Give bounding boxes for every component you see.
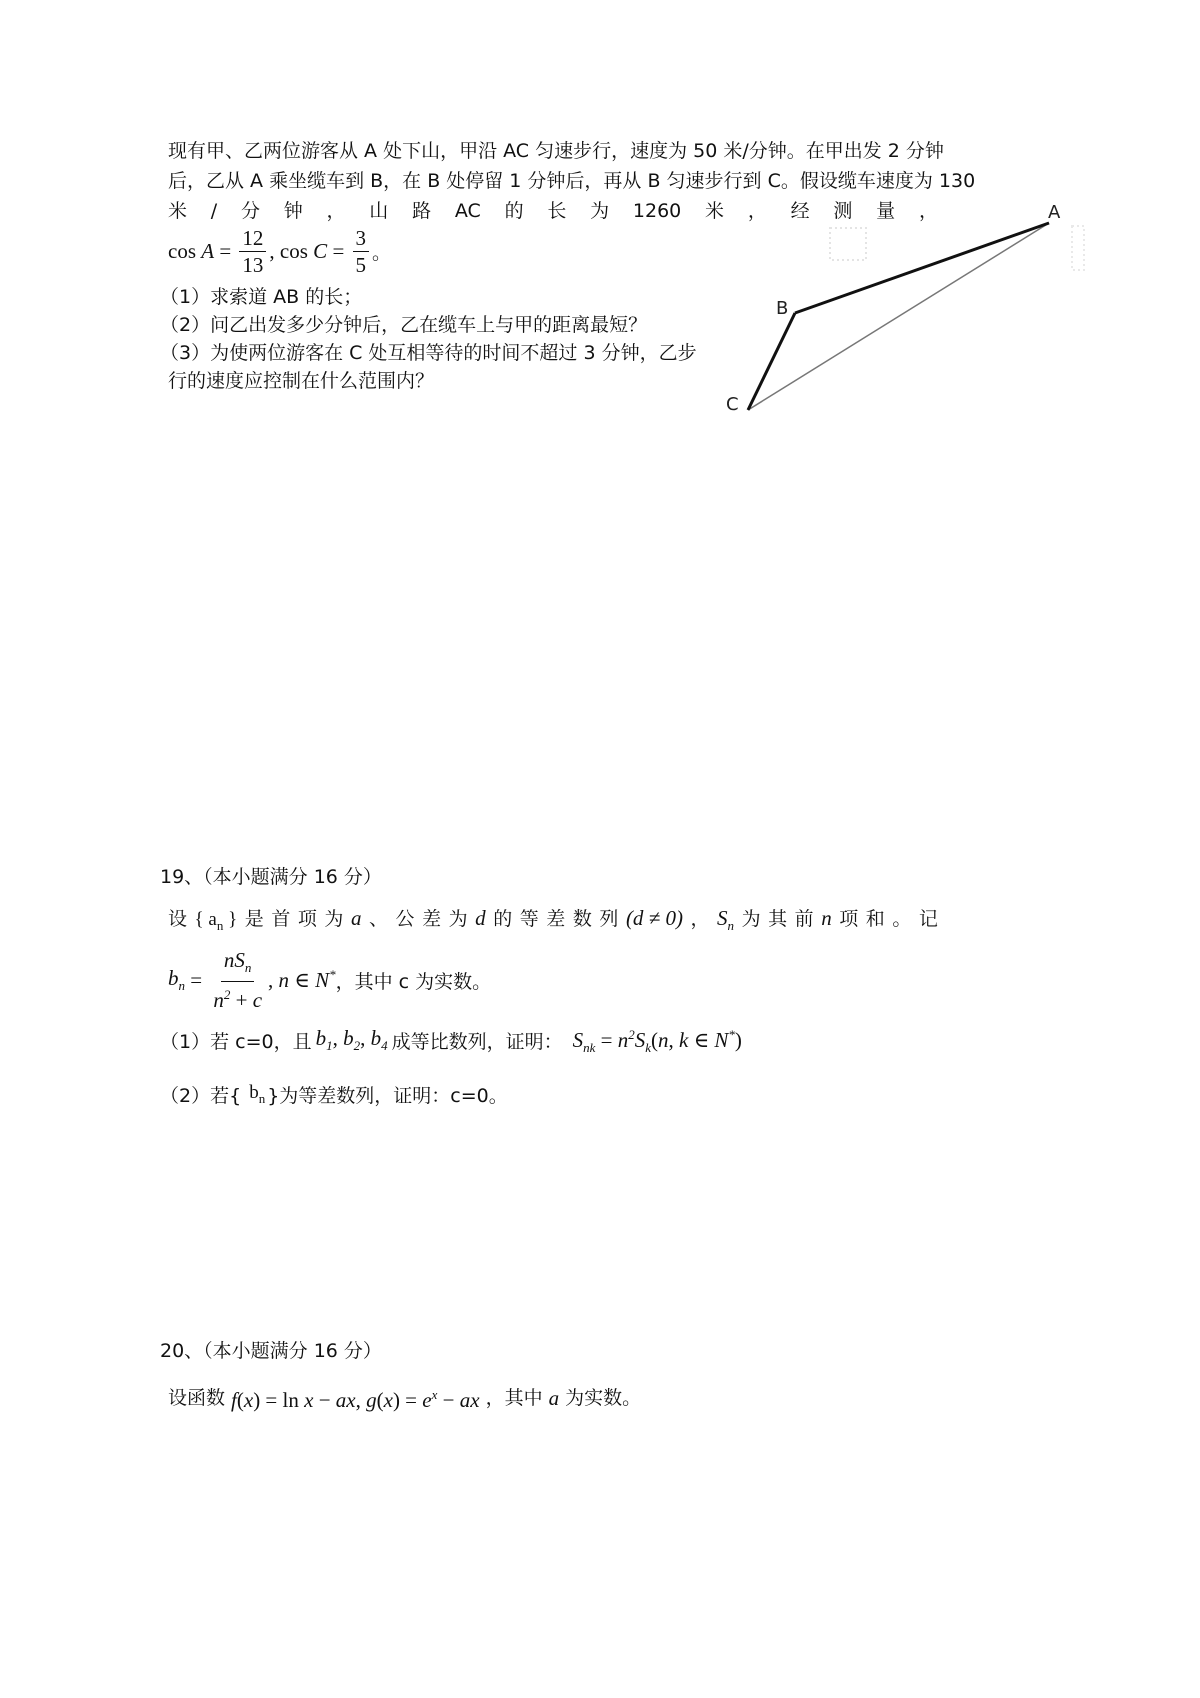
label-b: B xyxy=(776,298,789,319)
p19-s: S xyxy=(717,906,728,930)
p18-cos-formula: cos A = $\frac{12}{13}$ , cos C = $\frac{3}{5}$ 。 xyxy=(168,226,392,277)
p19-word: 数 xyxy=(572,908,592,930)
p18-line-3-word: 长 xyxy=(547,200,567,222)
p19-word: 为 xyxy=(741,908,761,930)
p20-intro: 设函数 f(x) = ln x − ax, $g(x) = e^x$ − ax ，其中 a 为实数。 xyxy=(168,1385,642,1412)
p19-word: 是 xyxy=(244,908,264,930)
p19-word: 首 xyxy=(271,908,291,930)
label-a: A xyxy=(1048,202,1061,223)
cos-a-fraction xyxy=(239,226,266,277)
p18-question-3-line-2: 行的速度应控制在什么范围内？ xyxy=(168,370,435,392)
p18-line-3-word: 为 xyxy=(590,200,610,222)
p19-word: 的 xyxy=(493,908,513,930)
p19-word: 列 xyxy=(599,908,619,930)
p19-word: 、 xyxy=(368,908,388,930)
p19-var-a: a xyxy=(350,906,362,930)
p19-word: 前 xyxy=(794,908,814,930)
p19-word: 差 xyxy=(546,908,566,930)
p19-d-nonzero: (d ≠ 0) xyxy=(625,906,683,930)
p19-word: 项 xyxy=(839,908,859,930)
p18-line-1: 现有甲、乙两位游客从 A 处下山，甲沿 AC 匀速步行，速度为 50 米/分钟。在甲出发 2 分钟 xyxy=(168,140,944,162)
p19-word: 和 xyxy=(865,908,885,930)
p19-seq-a-close: } xyxy=(228,909,238,930)
p19-word: 记 xyxy=(918,908,938,930)
p18-line-3-word: ， xyxy=(918,200,938,222)
cos-c-numerator: 3 xyxy=(353,226,370,252)
p19-b-definition: $b_n$ = $\frac{nS_n}{n^2 + c}$ , n ∈ N* ，其中 c 为实数。 xyxy=(168,948,492,1013)
p18-line-3-word: AC xyxy=(454,200,481,222)
p19-word: 公 xyxy=(395,908,415,930)
p19-var-n: n xyxy=(821,906,832,930)
p19-word: 差 xyxy=(422,908,442,930)
p19-s-sub: n xyxy=(727,918,735,934)
b-n-fraction: $\frac{nS_n}{n^2 + c}$ xyxy=(213,948,263,1013)
p18-line-2: 后，乙从 A 乘坐缆车到 B，在 B 处停留 1 分钟后，再从 B 匀速步行到 C。假设缆车速度为 130 xyxy=(168,170,976,192)
p20-intro-end: 为实数。 xyxy=(565,1386,642,1409)
segment-ab xyxy=(795,223,1049,313)
p18-line-3-word: 山 xyxy=(369,200,389,222)
p19-word: 。 xyxy=(892,908,912,930)
p18-line-3-word: 经 xyxy=(790,200,810,222)
p18-line-3-word: 1260 xyxy=(632,200,682,222)
p18-line-3-word: 测 xyxy=(833,200,853,222)
p19-word: 设 xyxy=(168,908,188,930)
p19-word: ， xyxy=(690,908,710,930)
p19-question-2: （2）若{ $b_n$ }为等差数列，证明：c=0。 xyxy=(160,1082,508,1107)
p18-line-3-word: 量 xyxy=(876,200,896,222)
p19-word: 等 xyxy=(519,908,539,930)
p19-q2-prefix: （2）若{ xyxy=(160,1084,242,1107)
p18-line-3-word: / xyxy=(210,200,218,222)
p18-line-3-word: 分 xyxy=(240,200,260,222)
p19-seq-a-sub: n xyxy=(216,917,224,933)
p19-q1-prefix: （1）若 c=0，且 xyxy=(160,1030,312,1053)
p19-intro xyxy=(168,904,938,934)
p18-line-3-word: 路 xyxy=(412,200,432,222)
p18-line-3-word: 钟 xyxy=(283,200,303,222)
p19-seq-a-open: { a xyxy=(194,909,217,930)
cos-c-denominator: 5 xyxy=(355,253,367,277)
p18-line-3-word: 的 xyxy=(504,200,524,222)
p18-line-3-word: ， xyxy=(326,200,346,222)
p18-line-3-word: ， xyxy=(747,200,767,222)
p19-seq-a xyxy=(195,909,238,934)
p20-intro-suffix: ，其中 xyxy=(485,1386,543,1409)
p18-line-3-word: 米 xyxy=(168,200,188,222)
cos-c-fraction xyxy=(353,226,370,277)
p18-question-1: （1）求索道 AB 的长； xyxy=(160,286,363,308)
p19-word: 项 xyxy=(297,908,317,930)
p19-b-definition-tail: ，其中 c 为实数。 xyxy=(335,970,492,993)
p18-line-3-word: 米 xyxy=(705,200,725,222)
p20-heading: 20、（本小题满分 16 分） xyxy=(160,1340,382,1362)
triangle-abc-figure xyxy=(700,190,1120,430)
p19-word: 其 xyxy=(768,908,788,930)
cos-a-numerator: 12 xyxy=(239,226,266,252)
p19-word: 为 xyxy=(448,908,468,930)
p19-word: 为 xyxy=(324,908,344,930)
p19-q1-middle: 成等比数列，证明： xyxy=(391,1030,563,1053)
p18-question-3-line-1: （3）为使两位游客在 C 处互相等待的时间不超过 3 分钟，乙步 xyxy=(160,342,697,364)
cos-a-denominator: 13 xyxy=(242,253,264,277)
p19-s-n xyxy=(717,906,734,934)
p20-intro-prefix: 设函数 xyxy=(168,1386,226,1409)
label-c: C xyxy=(726,394,739,415)
p19-heading: 19、（本小题满分 16 分） xyxy=(160,866,382,888)
p18-question-2: （2）问乙出发多少分钟后，乙在缆车上与甲的距离最短？ xyxy=(160,314,648,336)
p19-var-d: d xyxy=(475,906,486,930)
figure-scan-noise xyxy=(830,226,1084,270)
p19-question-1: （1）若 c=0，且 $b_1$, $b_2$, $b_4$ 成等比数列，证明： $S_{nk} = n^2S_k(n$, k ∈ N*) xyxy=(160,1025,742,1056)
p19-q2-suffix: }为等差数列，证明：c=0。 xyxy=(267,1084,508,1107)
